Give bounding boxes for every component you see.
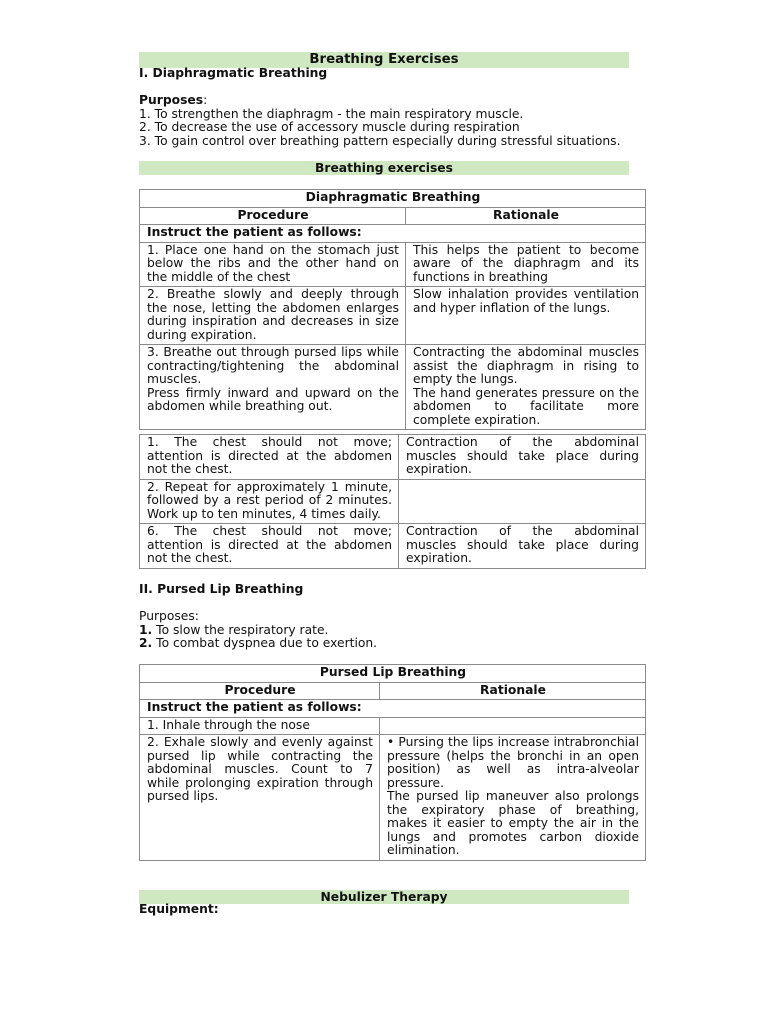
equipment-label: Equipment: — [139, 902, 219, 916]
procedure-cell: 1. Place one hand on the stomach just below the ribs and the other hand on the middle of the chest — [140, 242, 406, 287]
page-title: Breathing Exercises — [139, 52, 629, 68]
purpose-item: 3. To gain control over breathing pattern especially during stressful situations. — [139, 133, 621, 148]
instruct-row: Instruct the patient as follows: — [140, 700, 646, 718]
rationale-cell: Slow inhalation provides ventilation and hyper inflation of the lungs. — [406, 287, 646, 345]
column-header-rationale: Rationale — [380, 682, 646, 700]
breathing-exercises-band: Breathing exercises — [139, 161, 629, 175]
table-title: Pursed Lip Breathing — [140, 665, 646, 683]
rationale-cell — [399, 479, 646, 524]
procedure-cell: 2. Breathe slowly and deeply through the nose, letting the abdomen enlarges during inspiration and decreases in size during expiration. — [140, 287, 406, 345]
purpose-item: 2. To decrease the use of accessory muscle during respiration — [139, 120, 520, 134]
diaphragmatic-breathing-table — [139, 189, 646, 430]
column-header-procedure: Procedure — [140, 682, 380, 700]
procedure-cell: 6. The chest should not move; attention is directed at the abdomen not the chest. — [140, 524, 399, 569]
procedure-cell: 1. The chest should not move; attention is directed at the abdomen not the chest. — [140, 435, 399, 480]
rationale-cell: Contracting the abdominal muscles assist the diaphragm in rising to empty the lungs. The hand generates pressure on the abdomen to facilitate more complete expiration. — [406, 345, 646, 430]
pursed-lip-breathing-table — [139, 664, 646, 861]
procedure-cell: 2. Repeat for approximately 1 minute, followed by a rest period of 2 minutes. Work up to ten minutes, 4 times daily. — [140, 479, 399, 524]
table-row — [140, 345, 646, 430]
section1-heading: I. Diaphragmatic Breathing — [139, 66, 328, 80]
procedure-cell: 2. Exhale slowly and evenly against pursed lip while contracting the abdominal muscles. Count to 7 while prolonging expiration through pursed lips. — [140, 735, 380, 861]
rationale-cell: Contraction of the abdominal muscles should take place during expiration. — [399, 435, 646, 480]
diaphragmatic-continuation-table — [139, 434, 646, 569]
table-row — [140, 287, 646, 345]
table-row — [140, 735, 646, 861]
table-row — [140, 242, 646, 287]
column-header-procedure: Procedure — [140, 207, 406, 225]
purpose-item: 1. To slow the respiratory rate. — [139, 622, 329, 637]
purposes-label: Purposes: — [139, 93, 208, 107]
table-row — [140, 717, 646, 735]
table-title: Diaphragmatic Breathing — [140, 190, 646, 208]
rationale-cell — [380, 717, 646, 735]
nebulizer-therapy-band: Nebulizer Therapy — [139, 890, 629, 904]
section2-purposes — [139, 610, 377, 651]
section1-purposes — [139, 94, 620, 148]
rationale-cell: This helps the patient to become aware of the diaphragm and its functions in breathing — [406, 242, 646, 287]
table-row — [140, 479, 646, 524]
procedure-cell: 3. Breathe out through pursed lips while contracting/tightening the abdominal muscles. Press firmly inward and upward on the abdomen while breathing out. — [140, 345, 406, 430]
rationale-cell: Contraction of the abdominal muscles should take place during expiration. — [399, 524, 646, 569]
column-header-rationale: Rationale — [406, 207, 646, 225]
instruct-row: Instruct the patient as follows: — [140, 225, 646, 243]
purposes-label: Purposes: — [139, 609, 199, 623]
table-row — [140, 435, 646, 480]
procedure-cell: 1. Inhale through the nose — [140, 717, 380, 735]
purpose-item: 2. To combat dyspnea due to exertion. — [139, 636, 378, 650]
purpose-item: 1. To strengthen the diaphragm - the main respiratory muscle. — [139, 106, 524, 121]
section2-heading: II. Pursed Lip Breathing — [139, 582, 304, 596]
table-row — [140, 524, 646, 569]
rationale-cell: • Pursing the lips increase intrabronchial pressure (helps the bronchi in an open position) as well as intra-alveolar pressure. The pursed lip maneuver also prolongs the expiratory phase of breathing, makes it easier to empty the air in the lungs and promotes carbon dioxide elimination. — [380, 735, 646, 861]
